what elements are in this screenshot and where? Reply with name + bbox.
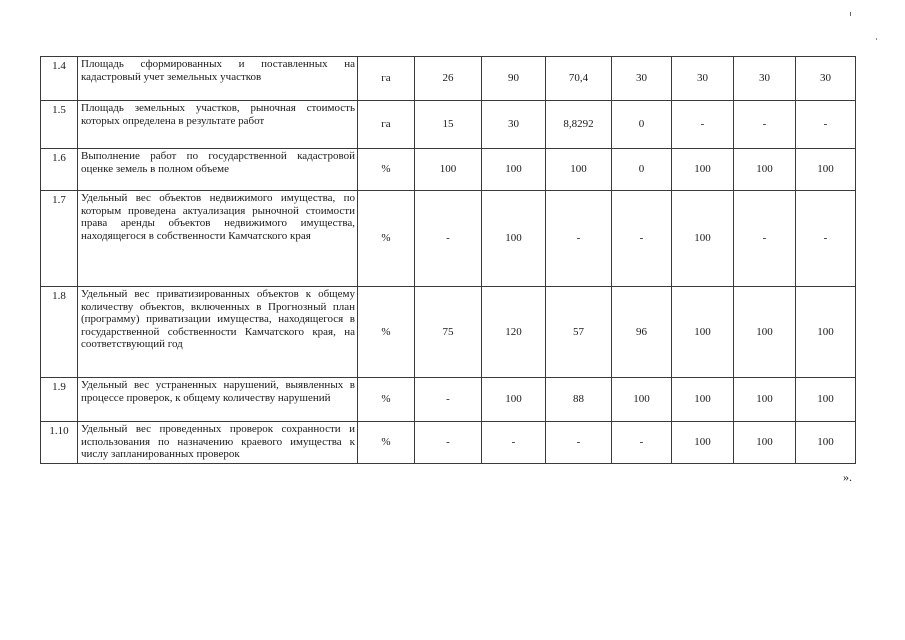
value-cell: 100 xyxy=(796,287,856,378)
value-cell: - xyxy=(546,191,612,287)
value-cell: - xyxy=(796,101,856,149)
value-cell: - xyxy=(415,378,482,422)
unit-cell: га xyxy=(358,57,415,101)
value-cell: 100 xyxy=(415,149,482,191)
value-cell: 100 xyxy=(672,191,734,287)
value-cell: - xyxy=(612,191,672,287)
unit-cell: га xyxy=(358,101,415,149)
value-cell: - xyxy=(734,191,796,287)
value-cell: 100 xyxy=(734,378,796,422)
value-cell: 90 xyxy=(482,57,546,101)
table-row xyxy=(41,57,856,101)
value-cell: 30 xyxy=(734,57,796,101)
value-cell: 100 xyxy=(796,378,856,422)
value-cell: 100 xyxy=(734,287,796,378)
value-cell: 100 xyxy=(734,422,796,464)
table-row xyxy=(41,149,856,191)
unit-cell: % xyxy=(358,149,415,191)
unit-cell: % xyxy=(358,378,415,422)
value-cell: 100 xyxy=(734,149,796,191)
unit-cell: % xyxy=(358,191,415,287)
value-cell: 75 xyxy=(415,287,482,378)
row-number: 1.7 xyxy=(41,191,78,287)
value-cell: 100 xyxy=(796,422,856,464)
value-cell: 100 xyxy=(672,287,734,378)
value-cell: - xyxy=(415,191,482,287)
value-cell: 100 xyxy=(672,149,734,191)
value-cell: 100 xyxy=(482,378,546,422)
closing-quote: ». xyxy=(843,470,852,484)
value-cell: 26 xyxy=(415,57,482,101)
row-number: 1.10 xyxy=(41,422,78,464)
value-cell: - xyxy=(546,422,612,464)
table-row xyxy=(41,422,856,464)
value-cell: 100 xyxy=(796,149,856,191)
row-number: 1.9 xyxy=(41,378,78,422)
table-row xyxy=(41,287,856,378)
value-cell: 0 xyxy=(612,149,672,191)
unit-cell: % xyxy=(358,422,415,464)
row-number: 1.8 xyxy=(41,287,78,378)
value-cell: 100 xyxy=(482,149,546,191)
row-number: 1.6 xyxy=(41,149,78,191)
value-cell: 15 xyxy=(415,101,482,149)
value-cell: 30 xyxy=(796,57,856,101)
value-cell: 70,4 xyxy=(546,57,612,101)
value-cell: 120 xyxy=(482,287,546,378)
indicator-description: Удельный вес устраненных нарушений, выявленных в процессе проверок, к общему количеству нарушений xyxy=(78,378,358,422)
row-number: 1.5 xyxy=(41,101,78,149)
value-cell: 30 xyxy=(612,57,672,101)
value-cell: 100 xyxy=(482,191,546,287)
indicators-table xyxy=(40,56,856,464)
value-cell: 30 xyxy=(482,101,546,149)
indicator-description: Выполнение работ по государственной кадастровой оценке земель в полном объеме xyxy=(78,149,358,191)
indicator-description: Удельный вес приватизированных объектов к общему количеству объектов, включенных в Прогнозный план (программу) приватизации имущества, находящегося в государственной собственности Камчатского края, на соответствующий год xyxy=(78,287,358,378)
value-cell: 0 xyxy=(612,101,672,149)
value-cell: 100 xyxy=(546,149,612,191)
value-cell: 100 xyxy=(672,378,734,422)
row-number: 1.4 xyxy=(41,57,78,101)
value-cell: 57 xyxy=(546,287,612,378)
value-cell: 100 xyxy=(672,422,734,464)
table-row xyxy=(41,191,856,287)
value-cell: - xyxy=(672,101,734,149)
unit-cell: % xyxy=(358,287,415,378)
scan-mark xyxy=(850,12,851,16)
value-cell: 96 xyxy=(612,287,672,378)
value-cell: - xyxy=(796,191,856,287)
indicator-description: Площадь сформированных и поставленных на кадастровый учет земельных участков xyxy=(78,57,358,101)
value-cell: - xyxy=(415,422,482,464)
indicator-description: Площадь земельных участков, рыночная стоимость которых определена в результате работ xyxy=(78,101,358,149)
value-cell: 88 xyxy=(546,378,612,422)
value-cell: - xyxy=(612,422,672,464)
table-row xyxy=(41,101,856,149)
value-cell: 8,8292 xyxy=(546,101,612,149)
scan-mark xyxy=(876,38,877,40)
indicator-description: Удельный вес объектов недвижимого имущества, по которым проведена актуализация рыночной стоимости права аренды объектов недвижимого имущества, находящегося в собственности Камчатского края xyxy=(78,191,358,287)
value-cell: 30 xyxy=(672,57,734,101)
value-cell: 100 xyxy=(612,378,672,422)
value-cell: - xyxy=(734,101,796,149)
table-row xyxy=(41,378,856,422)
indicator-description: Удельный вес проведенных проверок сохранности и использования по назначению краевого имущества к числу запланированных проверок xyxy=(78,422,358,464)
value-cell: - xyxy=(482,422,546,464)
